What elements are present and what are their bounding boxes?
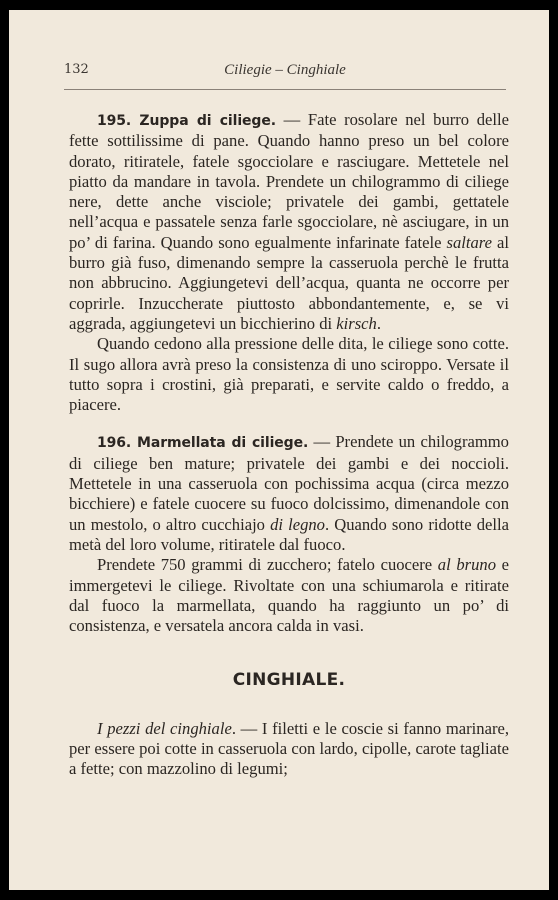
cinghiale-intro-text: . — I filetti e le coscie si fanno marinare, per essere poi cotte in casseruola con lardo, cipolle, carote tagliate a fette; con mazzolino di legumi; [69,718,509,779]
recipe-195-text-c: . [376,313,381,333]
section-heading-cinghiale: CINGHIALE. [232,670,346,691]
recipe-196-text-a: — Prendete un chilogrammo di ciliege ben mature; privatele dei gambi e dei noccioli. Mettetele in una casseruola con pochissima acqua (circa mezzo bicchiere) e fatele cuocere su fuoco dolcissimo, dimenandole con un mestolo, o altro cucchiajo [69,432,509,534]
header-rule [64,89,506,90]
recipe-195-text-a: — Fate rosolare nel burro delle fette sottilissime di pane. Quando hanno preso un bel colore dorato, ritiratele, fatele sgocciolare e rasciugare. Mettetele nel piatto da mandare in tavola. Prendete un chilogrammo di ciliege nere, dette anche visciole; privatele dei gambi, gettatele nell’acqua e passatele senza farle sgocciolare, nè asciugare, in un po’ di farina. Quando sono egualmente infarinate fatele [69,110,510,252]
recipe-196-text-b: . Quando sono ridotte della metà del loro volume, ritiratele dal fuoco. [69,514,509,554]
running-title: Ciliegie – Cinghiale [224,62,346,78]
recipe-196-paragraph-1 [69,432,509,555]
recipe-196-emphasis-al-bruno: al bruno [437,555,496,575]
recipe-196-paragraph-2 [69,555,509,636]
recipe-196-emphasis-di-legno: di legno [270,514,325,534]
recipe-195-title: 195. Zuppa di ciliege. [97,113,276,129]
recipe-196-text-d: e immergetevi le ciliege. Rivoltate con una schiumarola e ritirate dal fuoco la marmellata, quando ha raggiunto un po’ di consistenza, e versatela ancora calda in vasi. [69,555,510,636]
page-body [69,110,509,780]
recipe-195-paragraph-2: Quando cedono alla pressione delle dita, le ciliege sono cotte. Il sugo allora avrà preso la consistenza di uno sciroppo. Versate il tutto sopra i crostini, già preparati, e servite caldo o freddo, a piacere. [69,334,509,415]
recipe-196-title: 196. Marmellata di ciliege. [97,435,309,452]
cinghiale-intro-paragraph [69,719,509,780]
recipe-196-text-c: Prendete 750 grammi di zucchero; fatelo cuocere [97,555,438,575]
recipe-195-emphasis-saltare: saltare [446,232,492,252]
book-page [9,10,549,890]
recipe-195-emphasis-kirsch: kirsch [336,313,377,333]
cinghiale-intro-emphasis: I pezzi del cinghiale [97,718,232,738]
recipe-195-paragraph-1 [69,110,509,334]
page-header [64,62,506,86]
recipe-195-text-b: al burro già fuso, dimenando sempre la casseruola perchè le frutta non abbrucino. Aggiungetevi dell’acqua, quanta ne occorre per coprirle. Inzuccherate piuttosto abbondantemente, e, se vi aggrada, aggiungetevi un bicchierino di [69,232,509,333]
page-number: 132 [64,62,89,77]
